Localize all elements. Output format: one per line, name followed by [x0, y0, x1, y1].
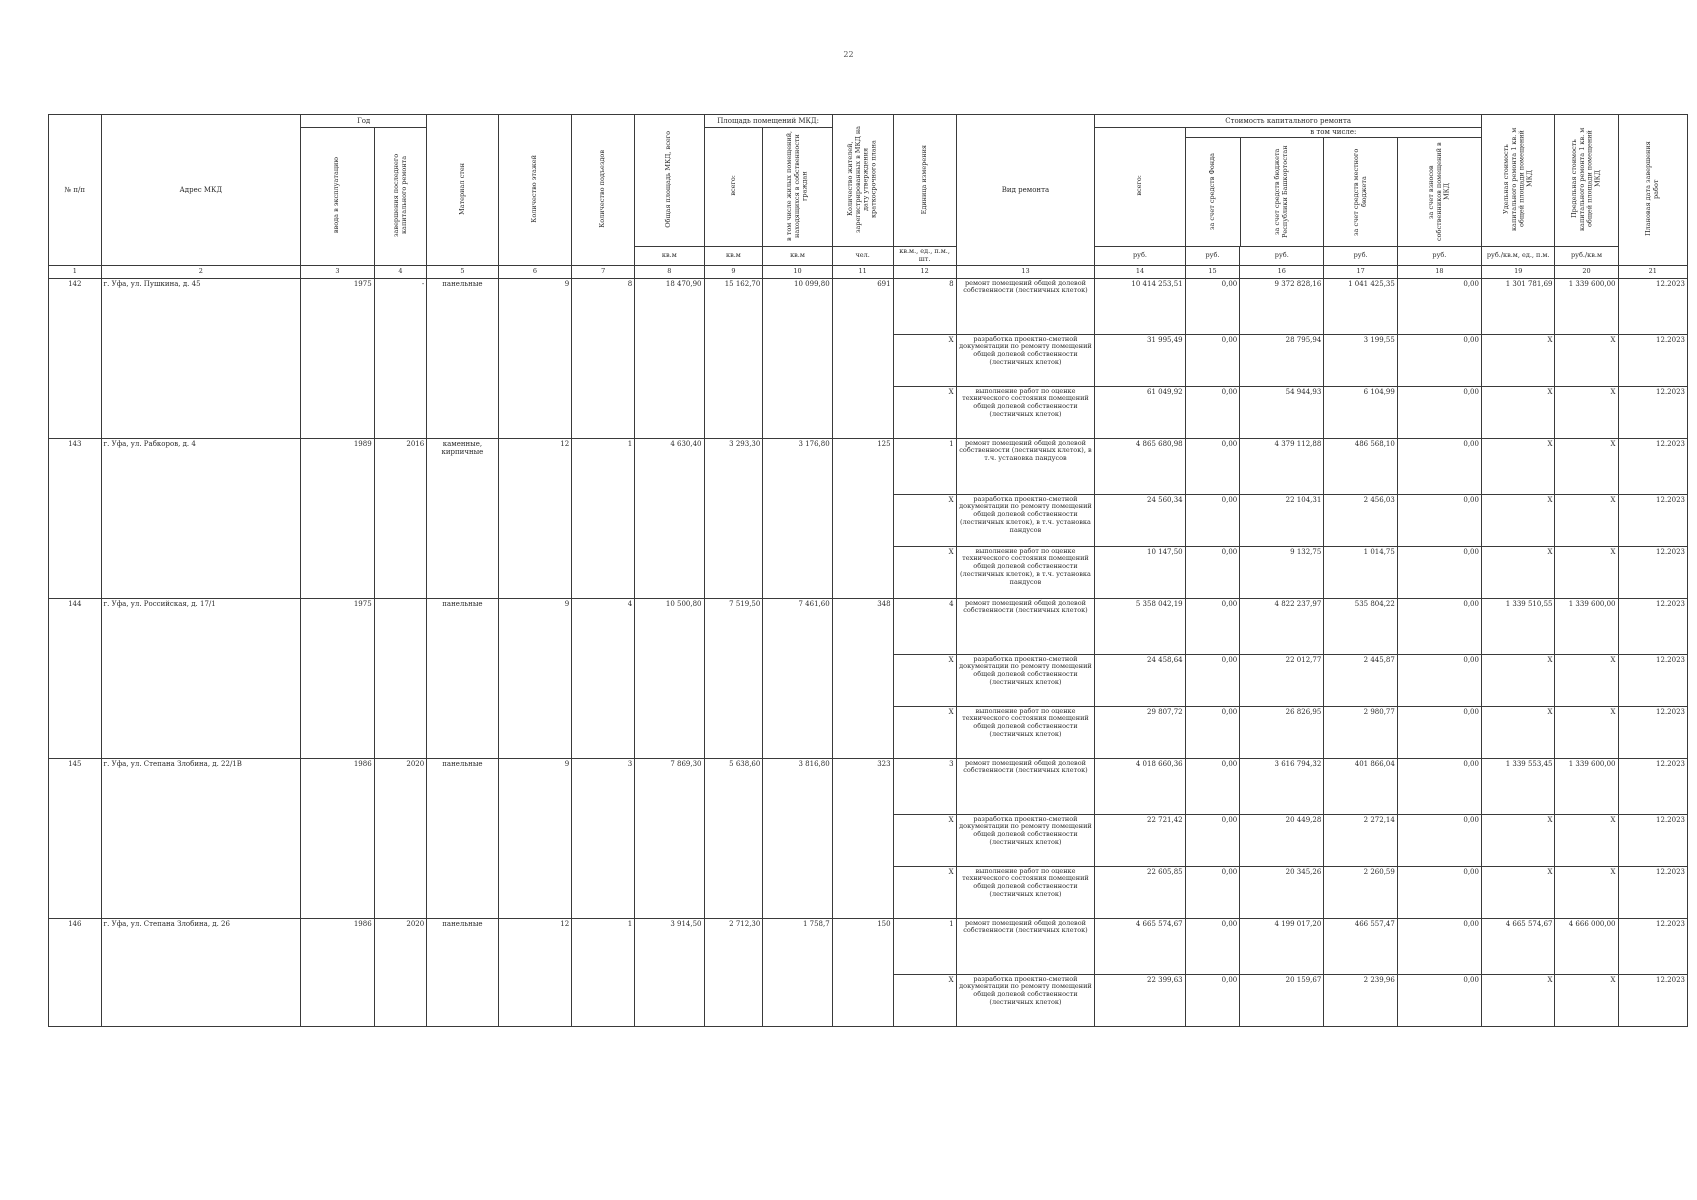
- cell-cost-republic: 4 379 112,88: [1240, 438, 1324, 494]
- cell-year-last-repair: 2016: [374, 438, 427, 598]
- cell-cost-local: 2 260,59: [1324, 866, 1398, 918]
- cell-floors: 9: [498, 598, 572, 758]
- cell-unit: 3: [893, 758, 956, 814]
- cell-max-cost: 4 666 000,00: [1555, 918, 1618, 974]
- cell-unit-cost: Х: [1481, 654, 1555, 706]
- header-cost-fund: за счет средств Фонда: [1186, 138, 1241, 246]
- cell-entrances: 1: [572, 918, 635, 1026]
- cell-cost-republic: 3 616 794,32: [1240, 758, 1324, 814]
- cell-cost-owners: 0,00: [1397, 438, 1481, 494]
- cell-planned-date: 12.2023: [1618, 546, 1687, 598]
- cell-max-cost: Х: [1555, 334, 1618, 386]
- cell-total-area: 4 630,40: [635, 438, 704, 598]
- cell-work-type: разработка проектно-сметной документации по ремонту помещений общей долевой собственности (лестничных клеток): [956, 334, 1095, 386]
- cell-cost-fund: 0,00: [1185, 974, 1240, 1026]
- cell-cost-local: 2 456,03: [1324, 494, 1398, 546]
- column-number-row: [49, 265, 1688, 278]
- cell-address: г. Уфа, ул. Рабкоров, д. 4: [101, 438, 301, 598]
- cell-unit-cost: Х: [1481, 494, 1555, 546]
- cell-work-type: ремонт помещений общей долевой собственности (лестничных клеток): [956, 278, 1095, 334]
- cell-work-type: выполнение работ по оценке технического состояния помещений общей долевой собственности (лестничных клеток): [956, 706, 1095, 758]
- cell-material: панельные: [427, 598, 498, 758]
- cell-cost-local: 1 041 425,35: [1324, 278, 1398, 334]
- header-year-commission: ввода в эксплуатацию: [301, 128, 375, 266]
- column-number: 19: [1481, 265, 1555, 278]
- cell-planned-date: 12.2023: [1618, 334, 1687, 386]
- cell-planned-date: 12.2023: [1618, 918, 1687, 974]
- cell-unit: Х: [893, 386, 956, 438]
- cell-area-total: 5 638,60: [704, 758, 763, 918]
- cell-planned-date: 12.2023: [1618, 494, 1687, 546]
- cell-cost-fund: 0,00: [1185, 386, 1240, 438]
- unit-cost-owners: руб.: [1397, 247, 1481, 266]
- cell-area-total: 2 712,30: [704, 918, 763, 1026]
- cell-cost-owners: 0,00: [1397, 814, 1481, 866]
- cell-planned-date: 12.2023: [1618, 598, 1687, 654]
- cell-cost-fund: 0,00: [1185, 654, 1240, 706]
- cell-unit: 4: [893, 598, 956, 654]
- cell-cost-owners: 0,00: [1397, 654, 1481, 706]
- cell-cost-local: 486 568,10: [1324, 438, 1398, 494]
- cell-work-type: разработка проектно-сметной документации по ремонту помещений общей долевой собственности (лестничных клеток): [956, 654, 1095, 706]
- cell-cost-local: 6 104,99: [1324, 386, 1398, 438]
- cell-total-area: 3 914,50: [635, 918, 704, 1026]
- cell-cost-owners: 0,00: [1397, 758, 1481, 814]
- unit-unit-cost: руб./кв.м, ед., п.м.: [1481, 247, 1555, 266]
- cell-material: панельные: [427, 918, 498, 1026]
- unit-cost-republic: руб.: [1240, 247, 1324, 266]
- cell-cost-local: 2 272,14: [1324, 814, 1398, 866]
- column-number: 3: [301, 265, 375, 278]
- cell-cost-total: 4 018 660,36: [1095, 758, 1185, 814]
- cell-cost-owners: 0,00: [1397, 598, 1481, 654]
- cell-unit-cost: Х: [1481, 546, 1555, 598]
- cell-unit: Х: [893, 494, 956, 546]
- column-number: 13: [956, 265, 1095, 278]
- column-number: 12: [893, 265, 956, 278]
- header-unit-cost: Удельная стоимость капитального ремонта 1 кв. м общей площади помещений МКД: [1481, 115, 1555, 247]
- cell-year-commission: 1975: [301, 598, 375, 758]
- cell-area-repair: 3 176,80: [763, 438, 832, 598]
- cell-max-cost: Х: [1555, 386, 1618, 438]
- capital-repair-table: [48, 114, 1688, 1027]
- cell-area-repair: 7 461,60: [763, 598, 832, 758]
- cell-cost-total: 61 049,92: [1095, 386, 1185, 438]
- table-row: [49, 278, 1688, 334]
- cell-cost-fund: 0,00: [1185, 334, 1240, 386]
- unit-max-cost: руб./кв.м: [1555, 247, 1618, 266]
- cell-entrances: 1: [572, 438, 635, 598]
- column-number: 6: [498, 265, 572, 278]
- column-number: 5: [427, 265, 498, 278]
- cell-cost-owners: 0,00: [1397, 866, 1481, 918]
- cell-cost-owners: 0,00: [1397, 386, 1481, 438]
- unit-cost-local: руб.: [1324, 247, 1398, 266]
- cell-area-total: 3 293,30: [704, 438, 763, 598]
- header-area-repair: в том числе жилых помещений, находящихся в собственности граждан: [763, 128, 832, 247]
- cell-entrances: 4: [572, 598, 635, 758]
- header-entrances: Количество подъездов: [572, 115, 635, 266]
- page-number: 22: [843, 50, 854, 59]
- cell-planned-date: 12.2023: [1618, 278, 1687, 334]
- cell-cost-local: 1 014,75: [1324, 546, 1398, 598]
- header-wall-material: Материал стен: [427, 115, 498, 266]
- cell-max-cost: Х: [1555, 974, 1618, 1026]
- cell-cost-owners: 0,00: [1397, 278, 1481, 334]
- cell-area-repair: 3 816,80: [763, 758, 832, 918]
- cell-cost-total: 5 358 042,19: [1095, 598, 1185, 654]
- cell-unit-cost: Х: [1481, 438, 1555, 494]
- cell-year-last-repair: 2020: [374, 758, 427, 918]
- table-header: [49, 115, 1688, 279]
- cell-floors: 9: [498, 758, 572, 918]
- cell-unit: Х: [893, 814, 956, 866]
- table-row: [49, 918, 1688, 974]
- cost-incl-label: в том числе:: [1186, 128, 1481, 138]
- cell-planned-date: 12.2023: [1618, 706, 1687, 758]
- header-cost-local: за счет средств местного бюджета: [1324, 138, 1398, 246]
- unit-cost-fund: руб.: [1185, 247, 1240, 266]
- cell-max-cost: 1 339 600,00: [1555, 598, 1618, 654]
- cell-cost-republic: 4 822 237,97: [1240, 598, 1324, 654]
- cell-address: г. Уфа, ул. Степана Злобина, д. 22/1В: [101, 758, 301, 918]
- cell-unit: Х: [893, 546, 956, 598]
- column-number: 10: [763, 265, 832, 278]
- table-row: [49, 438, 1688, 494]
- cell-residents: 150: [832, 918, 893, 1026]
- cell-unit: 8: [893, 278, 956, 334]
- cell-entrances: 8: [572, 278, 635, 438]
- column-number: 4: [374, 265, 427, 278]
- cell-unit: 1: [893, 438, 956, 494]
- cell-cost-total: 10 414 253,51: [1095, 278, 1185, 334]
- header-cost-incl: [1185, 128, 1481, 247]
- cell-cost-republic: 26 826,95: [1240, 706, 1324, 758]
- cell-work-type: ремонт помещений общей долевой собственности (лестничных клеток): [956, 598, 1095, 654]
- cell-cost-republic: 9 132,75: [1240, 546, 1324, 598]
- cell-address: г. Уфа, ул. Российская, д. 17/1: [101, 598, 301, 758]
- column-number: 21: [1618, 265, 1687, 278]
- column-number: 16: [1240, 265, 1324, 278]
- column-number: 9: [704, 265, 763, 278]
- cell-planned-date: 12.2023: [1618, 438, 1687, 494]
- cell-material: панельные: [427, 278, 498, 438]
- column-number: 14: [1095, 265, 1185, 278]
- cell-cost-total: 4 865 680,98: [1095, 438, 1185, 494]
- cell-cost-fund: 0,00: [1185, 758, 1240, 814]
- unit-area-repair: кв.м: [763, 247, 832, 266]
- table-body: [49, 278, 1688, 1026]
- cell-cost-owners: 0,00: [1397, 546, 1481, 598]
- cell-planned-date: 12.2023: [1618, 758, 1687, 814]
- cell-cost-local: 3 199,55: [1324, 334, 1398, 386]
- cell-area-repair: 1 758,7: [763, 918, 832, 1026]
- cell-floors: 12: [498, 438, 572, 598]
- cell-cost-fund: 0,00: [1185, 278, 1240, 334]
- column-number: 17: [1324, 265, 1398, 278]
- cell-unit: 1: [893, 918, 956, 974]
- cell-cost-local: 466 557,47: [1324, 918, 1398, 974]
- cell-total-area: 18 470,90: [635, 278, 704, 438]
- cell-cost-fund: 0,00: [1185, 494, 1240, 546]
- cell-residents: 348: [832, 598, 893, 758]
- cell-unit-cost: Х: [1481, 386, 1555, 438]
- cell-cost-total: 29 807,72: [1095, 706, 1185, 758]
- header-floors: Количество этажей: [498, 115, 572, 266]
- cell-floors: 9: [498, 278, 572, 438]
- cell-max-cost: Х: [1555, 546, 1618, 598]
- header-cost-group: Стоимость капитального ремонта: [1095, 115, 1482, 128]
- cell-cost-republic: 20 449,28: [1240, 814, 1324, 866]
- cell-max-cost: Х: [1555, 438, 1618, 494]
- cell-year-commission: 1986: [301, 918, 375, 1026]
- cell-cost-fund: 0,00: [1185, 814, 1240, 866]
- cost-incl-wrapper: [1186, 128, 1481, 246]
- cell-work-type: ремонт помещений общей долевой собственности (лестничных клеток): [956, 918, 1095, 974]
- cell-unit: Х: [893, 974, 956, 1026]
- cell-work-type: выполнение работ по оценке технического состояния помещений общей долевой собственности (лестничных клеток): [956, 866, 1095, 918]
- cell-max-cost: Х: [1555, 866, 1618, 918]
- column-number: 15: [1185, 265, 1240, 278]
- cell-cost-republic: 28 795,94: [1240, 334, 1324, 386]
- cell-unit-cost: Х: [1481, 974, 1555, 1026]
- header-year-group: Год: [301, 115, 427, 128]
- cell-no: 142: [49, 278, 102, 438]
- cell-unit: Х: [893, 706, 956, 758]
- header-area-group: Площадь помещений МКД:: [704, 115, 832, 128]
- cell-cost-republic: 4 199 017,20: [1240, 918, 1324, 974]
- unit-residents: чел.: [832, 247, 893, 266]
- cell-unit-cost: Х: [1481, 814, 1555, 866]
- cell-unit-cost: Х: [1481, 334, 1555, 386]
- cell-unit-cost: 1 339 510,55: [1481, 598, 1555, 654]
- cell-cost-owners: 0,00: [1397, 334, 1481, 386]
- cell-cost-local: 2 980,77: [1324, 706, 1398, 758]
- cell-cost-total: 22 605,85: [1095, 866, 1185, 918]
- cell-residents: 125: [832, 438, 893, 598]
- cell-max-cost: Х: [1555, 494, 1618, 546]
- cost-incl-subheaders: [1186, 138, 1481, 246]
- cell-cost-total: 10 147,50: [1095, 546, 1185, 598]
- cell-no: 144: [49, 598, 102, 758]
- cell-cost-total: 22 399,63: [1095, 974, 1185, 1026]
- header-residents: Количество жителей, зарегистрированных в МКД на дату утверждения краткосрочного плана: [832, 115, 893, 247]
- cell-address: г. Уфа, ул. Степана Злобина, д. 26: [101, 918, 301, 1026]
- header-address: Адрес МКД: [101, 115, 301, 266]
- cell-cost-local: 401 866,04: [1324, 758, 1398, 814]
- cell-max-cost: Х: [1555, 706, 1618, 758]
- cell-cost-republic: 22 104,31: [1240, 494, 1324, 546]
- cell-total-area: 10 500,80: [635, 598, 704, 758]
- cell-material: панельные: [427, 758, 498, 918]
- header-cost-owners: за счет взносов собственников помещений в МКД: [1426, 142, 1451, 242]
- cell-residents: 323: [832, 758, 893, 918]
- header-max-cost: Предельная стоимость капитального ремонта 1 кв. м общей площади помещений МКД: [1555, 115, 1618, 247]
- column-number: 1: [49, 265, 102, 278]
- column-number: 7: [572, 265, 635, 278]
- cell-unit-cost: 1 301 781,69: [1481, 278, 1555, 334]
- header-planned-date: Плановая дата завершения работ: [1618, 115, 1687, 266]
- cell-cost-total: 4 665 574,67: [1095, 918, 1185, 974]
- cell-area-total: 7 519,50: [704, 598, 763, 758]
- cell-work-type: разработка проектно-сметной документации по ремонту помещений общей долевой собственности (лестничных клеток): [956, 814, 1095, 866]
- table-row: [49, 598, 1688, 654]
- header-work-type: Вид ремонта: [956, 115, 1095, 266]
- cell-unit: Х: [893, 654, 956, 706]
- header-no: № п/п: [49, 115, 102, 266]
- header-cost-total: всего:: [1095, 128, 1185, 247]
- cell-unit-cost: Х: [1481, 866, 1555, 918]
- cell-cost-fund: 0,00: [1185, 706, 1240, 758]
- cell-floors: 12: [498, 918, 572, 1026]
- cell-max-cost: Х: [1555, 654, 1618, 706]
- cell-work-type: ремонт помещений общей долевой собственности (лестничных клеток), в т.ч. установка пандусов: [956, 438, 1095, 494]
- cell-unit: Х: [893, 334, 956, 386]
- cell-cost-fund: 0,00: [1185, 866, 1240, 918]
- column-number: 20: [1555, 265, 1618, 278]
- cell-work-type: разработка проектно-сметной документации по ремонту помещений общей долевой собственности (лестничных клеток), в т.ч. установка пандусов: [956, 494, 1095, 546]
- header-total-area: Общая площадь МКД, всего: [635, 115, 704, 247]
- cell-residents: 691: [832, 278, 893, 438]
- header-cost-republic: за счет средств бюджета Республики Башкортостан: [1241, 138, 1325, 246]
- cell-cost-total: 24 560,34: [1095, 494, 1185, 546]
- cell-cost-total: 24 458,64: [1095, 654, 1185, 706]
- cell-cost-owners: 0,00: [1397, 706, 1481, 758]
- column-number: 2: [101, 265, 301, 278]
- cell-max-cost: Х: [1555, 814, 1618, 866]
- cell-area-repair: 10 099,80: [763, 278, 832, 438]
- header-year-last-repair: завершения последнего капитального ремонта: [374, 128, 427, 266]
- cell-unit-cost: 1 339 553,45: [1481, 758, 1555, 814]
- cell-planned-date: 12.2023: [1618, 814, 1687, 866]
- cell-planned-date: 12.2023: [1618, 974, 1687, 1026]
- cell-cost-republic: 54 944,93: [1240, 386, 1324, 438]
- cell-planned-date: 12.2023: [1618, 386, 1687, 438]
- cell-cost-owners: 0,00: [1397, 918, 1481, 974]
- header-unit: Единица измерения: [893, 115, 956, 247]
- cell-cost-republic: 22 012,77: [1240, 654, 1324, 706]
- cell-cost-fund: 0,00: [1185, 546, 1240, 598]
- cell-work-type: ремонт помещений общей долевой собственности (лестничных клеток): [956, 758, 1095, 814]
- cell-unit-cost: Х: [1481, 706, 1555, 758]
- cell-cost-owners: 0,00: [1397, 494, 1481, 546]
- cell-cost-fund: 0,00: [1185, 598, 1240, 654]
- header-area-total: всего:: [704, 128, 763, 247]
- cell-material: каменные, кирпичные: [427, 438, 498, 598]
- cell-planned-date: 12.2023: [1618, 866, 1687, 918]
- cell-year-commission: 1975: [301, 278, 375, 438]
- cell-no: 143: [49, 438, 102, 598]
- column-number: 11: [832, 265, 893, 278]
- cell-cost-republic: 9 372 828,16: [1240, 278, 1324, 334]
- cell-work-type: разработка проектно-сметной документации по ремонту помещений общей долевой собственности (лестничных клеток): [956, 974, 1095, 1026]
- unit-area-total: кв.м: [704, 247, 763, 266]
- table-row: [49, 758, 1688, 814]
- cell-year-last-repair: -: [374, 278, 427, 438]
- column-number: 8: [635, 265, 704, 278]
- cell-cost-owners: 0,00: [1397, 974, 1481, 1026]
- cell-entrances: 3: [572, 758, 635, 918]
- cell-cost-total: 31 995,49: [1095, 334, 1185, 386]
- cell-planned-date: 12.2023: [1618, 654, 1687, 706]
- cell-cost-local: 2 239,96: [1324, 974, 1398, 1026]
- cell-no: 146: [49, 918, 102, 1026]
- unit-cost-total: руб.: [1095, 247, 1185, 266]
- cell-cost-local: 2 445,87: [1324, 654, 1398, 706]
- cell-work-type: выполнение работ по оценке технического состояния помещений общей долевой собственности (лестничных клеток): [956, 386, 1095, 438]
- cell-cost-republic: 20 159,67: [1240, 974, 1324, 1026]
- cell-cost-local: 535 804,22: [1324, 598, 1398, 654]
- unit-total-area: кв.м: [635, 247, 704, 266]
- cell-max-cost: 1 339 600,00: [1555, 278, 1618, 334]
- cell-max-cost: 1 339 600,00: [1555, 758, 1618, 814]
- column-number: 18: [1397, 265, 1481, 278]
- cell-year-last-repair: [374, 598, 427, 758]
- cell-year-last-repair: 2020: [374, 918, 427, 1026]
- cell-work-type: выполнение работ по оценке технического состояния помещений общей долевой собственности (лестничных клеток), в т.ч. установка пандусов: [956, 546, 1095, 598]
- cell-area-total: 15 162,70: [704, 278, 763, 438]
- cell-total-area: 7 869,30: [635, 758, 704, 918]
- cell-cost-republic: 20 345,26: [1240, 866, 1324, 918]
- cell-no: 145: [49, 758, 102, 918]
- unit-unit: кв.м., ед., п.м., шт.: [893, 247, 956, 266]
- cell-unit-cost: 4 665 574,67: [1481, 918, 1555, 974]
- cell-cost-total: 22 721,42: [1095, 814, 1185, 866]
- cell-address: г. Уфа, ул. Пушкина, д. 45: [101, 278, 301, 438]
- cell-year-commission: 1986: [301, 758, 375, 918]
- cell-cost-fund: 0,00: [1185, 918, 1240, 974]
- cell-year-commission: 1989: [301, 438, 375, 598]
- cell-cost-fund: 0,00: [1185, 438, 1240, 494]
- cell-unit: Х: [893, 866, 956, 918]
